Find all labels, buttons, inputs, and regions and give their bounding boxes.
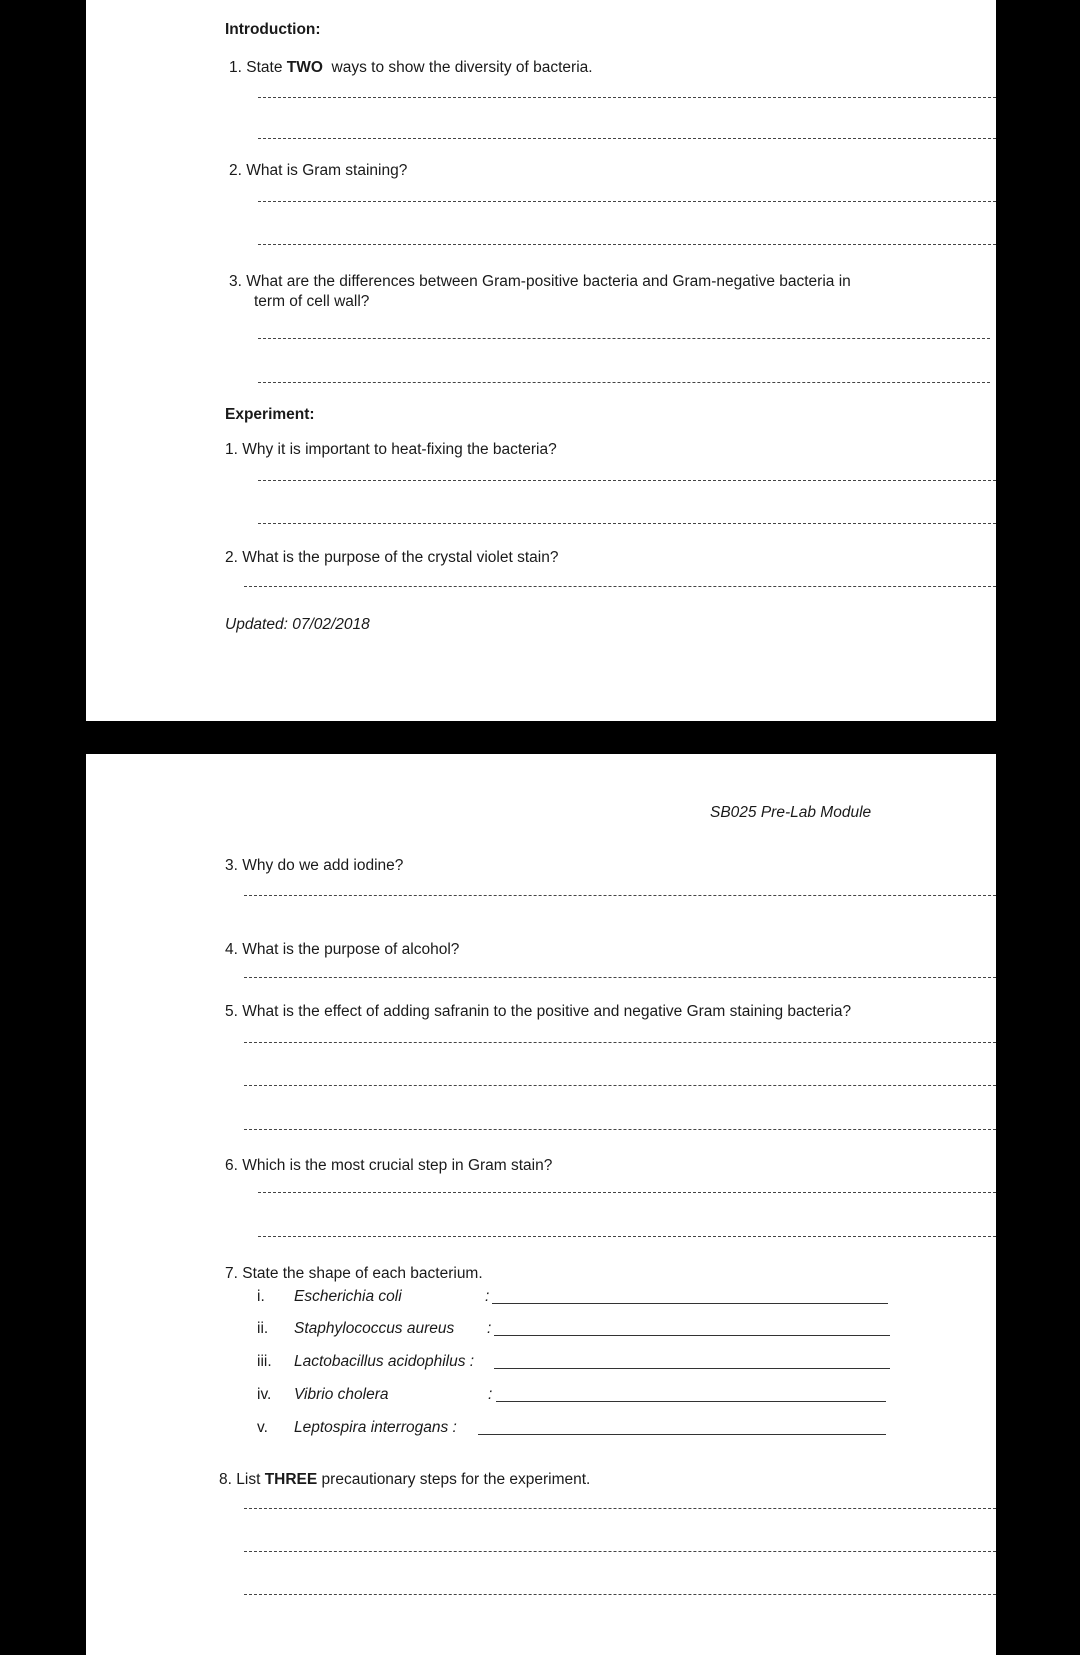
experiment-question-7 — [225, 1264, 483, 1283]
answer-line[interactable] — [244, 1085, 996, 1086]
answer-line[interactable] — [258, 523, 996, 524]
answer-line[interactable] — [244, 1508, 996, 1509]
experiment-heading: Experiment: — [225, 406, 315, 423]
experiment-question-4 — [225, 940, 459, 959]
experiment-question-2 — [225, 548, 558, 567]
question-number: 1. — [229, 59, 242, 76]
question-text-end: ways to show the diversity of bacteria. — [331, 59, 593, 76]
question-text: Which is the most crucial step in Gram stain? — [242, 1157, 553, 1174]
item-colon: : — [487, 1320, 492, 1337]
intro-question-2 — [229, 161, 407, 180]
introduction-heading: Introduction: — [225, 21, 321, 38]
intro-question-3 — [229, 272, 851, 291]
answer-line[interactable] — [478, 1434, 886, 1435]
item-colon: : — [485, 1288, 490, 1305]
answer-line[interactable] — [496, 1401, 886, 1402]
question-number: 8. — [219, 1471, 232, 1488]
item-numeral: v. — [257, 1419, 268, 1436]
question-number: 3. — [225, 857, 238, 874]
experiment-question-6 — [225, 1156, 552, 1175]
bacterium-name: Leptospira interrogans : — [294, 1419, 457, 1436]
answer-line[interactable] — [494, 1368, 890, 1369]
experiment-question-8 — [219, 1470, 590, 1489]
answer-line[interactable] — [258, 201, 996, 202]
item-numeral: iv. — [257, 1386, 272, 1403]
answer-line[interactable] — [258, 382, 990, 383]
intro-question-3-continued: term of cell wall? — [254, 293, 370, 310]
bacterium-name: Vibrio cholera — [294, 1386, 389, 1403]
answer-line[interactable] — [244, 1042, 996, 1043]
answer-line[interactable] — [244, 895, 996, 896]
answer-line[interactable] — [258, 97, 996, 98]
answer-line[interactable] — [258, 338, 990, 339]
question-number: 5. — [225, 1003, 238, 1020]
question-number: 3. — [229, 273, 242, 290]
item-numeral: i. — [257, 1288, 265, 1305]
question-text: Why do we add iodine? — [242, 857, 404, 874]
question-text-start: List — [236, 1471, 261, 1488]
question-text: What is the effect of adding safranin to the positive and negative Gram staining bacteria? — [242, 1003, 852, 1020]
question-text: State the shape of each bacterium. — [242, 1265, 483, 1282]
answer-line[interactable] — [494, 1335, 890, 1336]
experiment-question-3 — [225, 856, 403, 875]
question-text-end: precautionary steps for the experiment. — [321, 1471, 591, 1488]
question-text: What is Gram staining? — [246, 162, 408, 179]
question-text: What is the purpose of alcohol? — [242, 941, 460, 958]
bacterium-name: Escherichia coli — [294, 1288, 402, 1305]
module-header: SB025 Pre-Lab Module — [710, 804, 872, 821]
answer-line[interactable] — [258, 1192, 996, 1193]
answer-line[interactable] — [244, 977, 996, 978]
item-numeral: iii. — [257, 1353, 272, 1370]
answer-line[interactable] — [244, 1594, 996, 1595]
item-colon: : — [488, 1386, 493, 1403]
question-number: 7. — [225, 1265, 238, 1282]
document-page-1 — [86, 0, 996, 721]
question-number: 1. — [225, 441, 238, 458]
question-text: What is the purpose of the crystal violet stain? — [242, 549, 559, 566]
question-number: 4. — [225, 941, 238, 958]
answer-line[interactable] — [258, 138, 996, 139]
question-number: 6. — [225, 1157, 238, 1174]
answer-line[interactable] — [258, 480, 996, 481]
answer-line[interactable] — [244, 1129, 996, 1130]
bacterium-name: Lactobacillus acidophilus : — [294, 1353, 475, 1370]
bacterium-name: Staphylococcus aureus — [294, 1320, 455, 1337]
question-text: What are the differences between Gram-positive bacteria and Gram-negative bacteria in — [246, 273, 851, 290]
question-emphasis: THREE — [264, 1471, 318, 1488]
experiment-question-1 — [225, 440, 557, 459]
question-emphasis: TWO — [286, 59, 323, 76]
answer-line[interactable] — [258, 244, 996, 245]
question-number: 2. — [225, 549, 238, 566]
document-page-2 — [86, 754, 996, 1655]
item-numeral: ii. — [257, 1320, 269, 1337]
question-text: Why it is important to heat-fixing the bacteria? — [242, 441, 557, 458]
answer-line[interactable] — [244, 586, 996, 587]
question-number: 2. — [229, 162, 242, 179]
intro-question-1 — [229, 58, 593, 77]
answer-line[interactable] — [258, 1236, 996, 1237]
answer-line[interactable] — [492, 1303, 888, 1304]
updated-footer: Updated: 07/02/2018 — [225, 616, 370, 633]
answer-line[interactable] — [244, 1551, 996, 1552]
question-text-start: State — [246, 59, 283, 76]
experiment-question-5 — [225, 1002, 851, 1021]
